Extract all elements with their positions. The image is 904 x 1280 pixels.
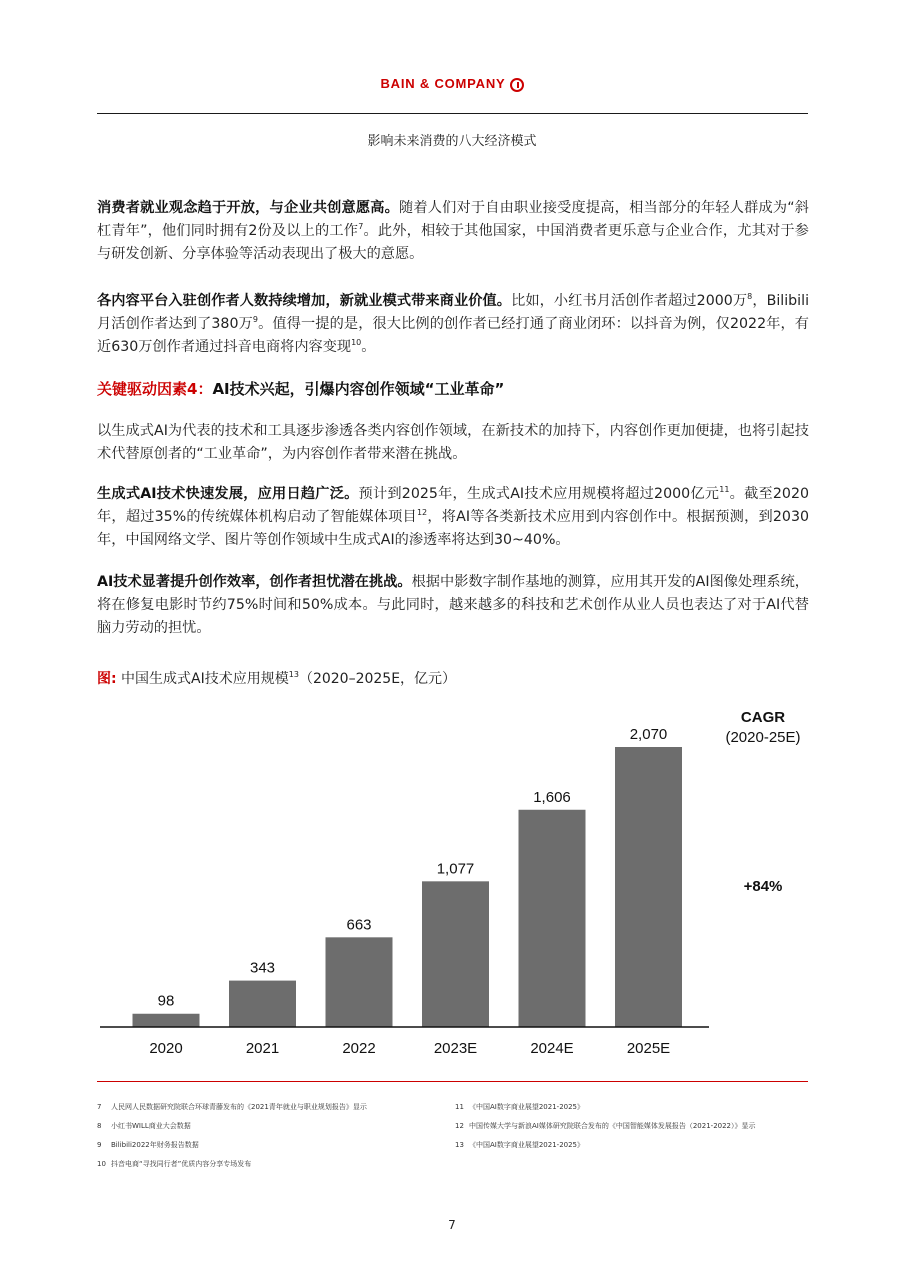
footnote-ref: 7 — [358, 222, 364, 231]
paragraph-lead: AI技术显著提升创作效率，创作者担忧潜在挑战。 — [97, 574, 412, 590]
section-heading-title: AI技术兴起，引爆内容创作领域“工业革命” — [212, 380, 505, 398]
paragraph-ai-efficiency — [97, 571, 809, 640]
brand-mark-icon — [510, 78, 524, 92]
data-label-2021: 343 — [249, 959, 276, 977]
footnote-10 — [97, 1159, 251, 1169]
footnote-11 — [455, 1102, 584, 1112]
paragraph-ai-growth — [97, 483, 809, 552]
data-label-2025E: 2,070 — [629, 726, 668, 743]
x-tick-label-2020: 2020 — [149, 1040, 183, 1057]
paragraph-body: 根据中影数字制作基地的测算，应用其开发的AI图像处理系统，将在修复电影时节约75%时间和50%成本。与此同时，越来越多的科技和艺术创作从业人员也表达了对于AI代替脑力劳动的担忧。 — [97, 574, 809, 636]
paragraph-body: 随着人们对于自由职业接受度提高，相当部分的年轻人群成为“斜杠青年”，他们同时拥有2份及以上的工作 — [97, 200, 809, 239]
paragraph-lead: 各内容平台入驻创作者人数持续增加，新就业模式带来商业价值。 — [97, 293, 512, 309]
bar-2023E — [422, 881, 489, 1027]
footnote-text: 人民网人民数据研究院联合环球青藤发布的《2021青年就业与职业规划报告》显示 — [111, 1103, 367, 1111]
footnote-ref: 12 — [416, 508, 428, 517]
paragraph-creators — [97, 290, 809, 359]
footnote-ref: 11 — [719, 485, 730, 494]
footnote-text: 抖音电商“寻找同行者”优质内容分享专场发布 — [111, 1160, 252, 1168]
paragraph-lead: 生成式AI技术快速发展，应用日趋广泛。 — [97, 486, 359, 502]
footnote-ref: 9 — [252, 315, 258, 324]
bar-2021 — [229, 981, 296, 1027]
bar-2020 — [133, 1014, 200, 1027]
footnote-text: Bilibili2022年财务报告数据 — [111, 1141, 199, 1149]
figure-caption — [97, 668, 456, 688]
figure-label: 图: — [97, 671, 117, 687]
footnote-12 — [455, 1121, 756, 1131]
brand-logo — [0, 76, 904, 92]
data-label-2024E: 1,606 — [533, 788, 571, 806]
footnote-number: 12 — [455, 1122, 464, 1130]
cagr-value: +84% — [743, 878, 783, 895]
brand-name: BAIN & COMPANY — [380, 76, 506, 91]
x-tick-label-2025E: 2025E — [626, 1040, 671, 1057]
data-label-2022: 663 — [346, 916, 372, 934]
footnote-text: 小红书WILL商业大会数据 — [111, 1122, 191, 1130]
paragraph-body: 比如，小红书月活创作者超过2000万 — [511, 293, 748, 309]
paragraph-body: 以生成式AI为代表的技术和工具逐步渗透各类内容创作领域，在新技术的加持下，内容创作更加便捷，也将引起技术代替原创者的“工业革命”，为内容创作者带来潜在挑战。 — [97, 423, 809, 462]
section-heading — [97, 378, 504, 399]
data-label-2023E: 1,077 — [436, 860, 475, 878]
footnote-text: 《中国AI数字商业展望2021-2025》 — [469, 1141, 585, 1149]
paragraph-end: 。 — [361, 339, 376, 355]
footnote-ref: 10 — [351, 338, 362, 347]
paragraph-lead: 消费者就业观念趋于开放，与企业共创意愿高。 — [97, 200, 399, 216]
footnote-number: 7 — [97, 1103, 102, 1111]
paragraph-ai-intro — [97, 420, 809, 466]
running-title: 影响未来消费的八大经济模式 — [367, 134, 537, 149]
bar-chart — [97, 700, 809, 1070]
paragraph-mid: 。截至2020年，超过35%的传统媒体机构启动了智能媒体项目 — [97, 486, 810, 525]
paragraph-employment — [97, 197, 809, 266]
paragraph-mid: ，Bilibili月活创作者达到了380万 — [97, 293, 810, 332]
bar-2025E — [615, 747, 682, 1027]
figure-suffix: （2020–2025E，亿元） — [298, 671, 457, 687]
cagr-label: CAGR — [740, 709, 786, 726]
footnote-number: 8 — [97, 1122, 102, 1130]
header-divider — [97, 113, 808, 114]
footnote-9 — [97, 1140, 199, 1150]
x-tick-label-2023E: 2023E — [433, 1040, 478, 1057]
footnote-7 — [97, 1102, 367, 1112]
cagr-period: (2020-25E) — [725, 729, 801, 746]
paragraph-tail: 。值得一提的是，很大比例的创作者已经打通了商业闭环：以抖音为例，仅2022年，有近630万创作者通过抖音电商将内容变现 — [97, 316, 809, 355]
section-heading-accent: 关键驱动因素4： — [97, 380, 213, 398]
footnote-number: 11 — [455, 1103, 464, 1111]
footnote-text: 中国传媒大学与新浪AI媒体研究院联合发布的《中国智能媒体发展报告（2021-2022）》显示 — [469, 1122, 756, 1130]
x-tick-label-2024E: 2024E — [530, 1040, 574, 1057]
footnote-number: 10 — [97, 1160, 106, 1168]
data-label-2020: 98 — [157, 992, 175, 1010]
footnote-number: 9 — [97, 1141, 102, 1149]
footnote-number: 13 — [455, 1141, 464, 1149]
footnote-text: 《中国AI数字商业展望2021-2025》 — [469, 1103, 585, 1111]
footnote-8 — [97, 1121, 191, 1131]
x-tick-label-2021: 2021 — [245, 1040, 280, 1057]
bar-2022 — [326, 937, 393, 1027]
paragraph-body: 预计到2025年，生成式AI技术应用规模将超过2000亿元 — [358, 486, 720, 502]
paragraph-tail: 。此外，相较于其他国家，中国消费者更乐意与企业合作，尤其对于参与研发创新、分享体验等活动表现出了极大的意愿。 — [97, 223, 809, 262]
page-number: 7 — [448, 1218, 456, 1232]
paragraph-tail: ，将AI等各类新技术应用到内容创作中。根据预测，到2030年，中国网络文学、图片等创作领域中生成式AI的渗透率将达到30~40%。 — [97, 509, 809, 548]
footnote-ref: 13 — [288, 670, 299, 679]
footnote-divider — [97, 1081, 808, 1082]
figure-title: 中国生成式AI技术应用规模 — [116, 671, 289, 687]
bar-2024E — [519, 810, 586, 1027]
footnote-ref: 8 — [747, 292, 753, 301]
x-tick-label-2022: 2022 — [342, 1040, 376, 1057]
footnote-13 — [455, 1140, 584, 1150]
